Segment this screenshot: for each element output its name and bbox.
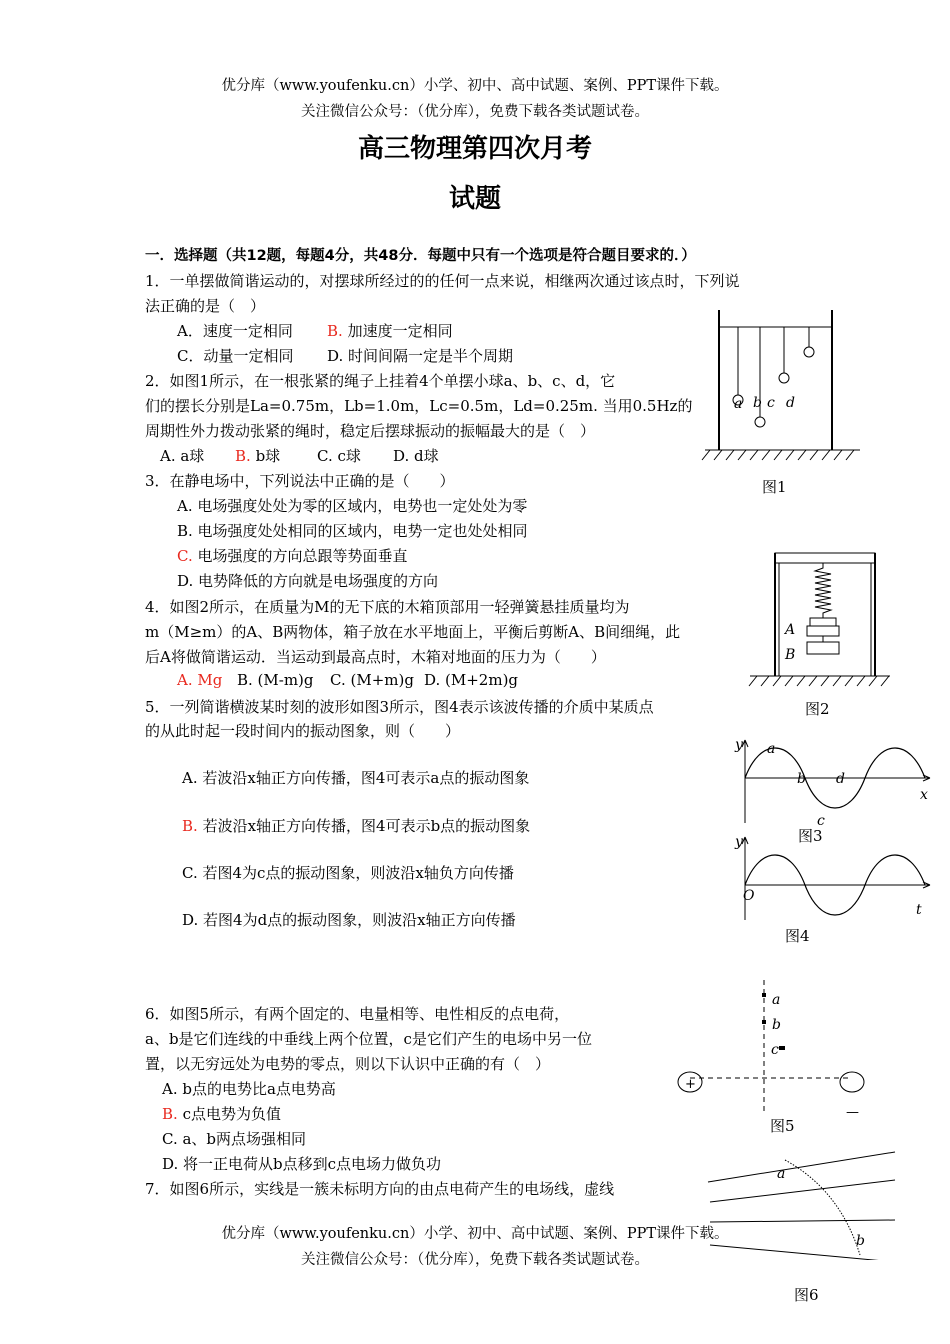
fig2-label-a: A bbox=[785, 622, 796, 638]
figure-1-caption: 图1 bbox=[762, 478, 787, 496]
q6-option-d: D. 将一正电荷从b点移到c点电场力做负功 bbox=[162, 1155, 442, 1173]
page-subtitle: 试题 bbox=[448, 184, 501, 214]
fig3-label-b: b bbox=[797, 771, 806, 787]
fig6-label-a: a bbox=[777, 1166, 786, 1182]
q1-option-b-text: 加速度一定相同 bbox=[342, 322, 453, 340]
fig1-ball-c bbox=[779, 373, 789, 383]
fig5-point-c bbox=[779, 1046, 785, 1050]
header-line-1: 优分库（www.youfenku.cn）小学、初中、高中试题、案例、PPT课件下载。 bbox=[221, 78, 729, 94]
fig1-ball-b bbox=[755, 417, 765, 427]
q7-stem-line1: 7．如图6所示，实线是一簇未标明方向的由点电荷产生的电场线，虚线 bbox=[145, 1180, 615, 1198]
fig6-field-line-1 bbox=[708, 1152, 895, 1182]
q3-option-b: B. 电场强度处处相同的区域内，电势一定也处处相同 bbox=[177, 522, 528, 540]
q2-stem-line3: 周期性外力拨动张紧的绳时，稳定后摆球振动的振幅最大的是（ ） bbox=[145, 422, 596, 440]
fig2-block-b bbox=[807, 642, 839, 654]
fig1-hatching bbox=[702, 450, 854, 460]
answer-marker: C. bbox=[177, 547, 193, 565]
q1-option-b bbox=[327, 320, 453, 341]
fig2-block-a-top bbox=[810, 618, 836, 626]
fig5-label-b: b bbox=[772, 1017, 781, 1033]
q1-option-d: D. 时间间隔一定是半个周期 bbox=[327, 347, 514, 365]
fig5-label-a: a bbox=[772, 992, 781, 1008]
q2-option-a: A. a球 bbox=[160, 447, 205, 465]
figure-6-caption: 图6 bbox=[794, 1286, 819, 1304]
footer-line-2: 关注微信公众号：（优分库），免费下载各类试题试卷。 bbox=[301, 1252, 649, 1268]
fig5-plus-sign: + bbox=[685, 1077, 696, 1092]
q1-stem-line1: 1．一单摆做简谐运动的，对摆球所经过的的任何一点来说，相继两次通过该点时，下列说 bbox=[145, 272, 740, 290]
q5-option-b-text: 若波沿x轴正方向传播，图4可表示b点的振动图象 bbox=[197, 817, 531, 835]
fig4-label-t: t bbox=[916, 902, 922, 918]
figure-4-vibration bbox=[730, 832, 940, 922]
fig3-label-x: x bbox=[920, 787, 928, 803]
q1-option-c: C．动量一定相同 bbox=[177, 347, 294, 365]
figure-2-caption: 图2 bbox=[805, 700, 830, 718]
fig6-field-line-2 bbox=[710, 1180, 895, 1202]
fig2-box-top bbox=[775, 553, 875, 563]
q6-option-b-text: c点电势为负值 bbox=[177, 1105, 281, 1123]
fig5-label-c: c bbox=[771, 1042, 779, 1058]
figure-3-wave bbox=[730, 735, 940, 825]
fig6-trajectory bbox=[785, 1160, 860, 1255]
fig2-block-a bbox=[807, 626, 839, 636]
q1-stem-line2: 法正确的是（ ） bbox=[145, 297, 266, 315]
figure-5-charges bbox=[672, 978, 872, 1118]
figure-3-caption: 图3 bbox=[798, 827, 823, 845]
fig2-label-b: B bbox=[785, 647, 796, 663]
q6-option-c: C. a、b两点场强相同 bbox=[162, 1130, 307, 1148]
fig1-label-b: b bbox=[753, 395, 762, 411]
q4-option-c: C. (M+m)g bbox=[330, 671, 414, 689]
q2-option-b-text: b球 bbox=[250, 447, 281, 465]
answer-marker: B. bbox=[327, 322, 343, 340]
figure-5-caption: 图5 bbox=[770, 1117, 795, 1135]
fig5-point-b bbox=[762, 1020, 766, 1024]
figure-2-spring-box bbox=[745, 548, 895, 693]
footer-line-1: 优分库（www.youfenku.cn）小学、初中、高中试题、案例、PPT课件下载。 bbox=[221, 1226, 729, 1242]
q4-stem-line3: 后A将做简谐运动．当运动到最高点时，木箱对地面的压力为（ ） bbox=[145, 648, 606, 666]
fig1-label-c: c bbox=[767, 395, 775, 411]
q3-stem: 3．在静电场中，下列说法中正确的是（ ） bbox=[145, 472, 455, 490]
q6-option-a: A. b点的电势比a点电势高 bbox=[162, 1080, 336, 1098]
q6-stem-line2: a、b是它们连线的中垂线上两个位置，c是它们产生的电场中另一位 bbox=[145, 1030, 592, 1048]
fig6-field-line-3 bbox=[710, 1220, 895, 1222]
fig5-point-a bbox=[762, 993, 766, 997]
q4-option-a bbox=[177, 671, 222, 689]
q3-option-d: D. 电势降低的方向就是电场强度的方向 bbox=[177, 572, 439, 590]
q6-option-b bbox=[162, 1103, 281, 1124]
fig2-spring bbox=[815, 563, 831, 618]
answer-marker: B. bbox=[235, 447, 251, 465]
fig1-label-d: d bbox=[786, 395, 795, 411]
header-line-2: 关注微信公众号：（优分库），免费下载各类试题试卷。 bbox=[301, 104, 649, 120]
q2-stem-line1: 2．如图1所示，在一根张紧的绳子上挂着4个单摆小球a、b、c、d，它 bbox=[145, 372, 616, 390]
fig4-label-y: y bbox=[735, 834, 743, 850]
q5-stem-line1: 5．一列简谐横波某时刻的波形如图3所示，图4表示该波传播的介质中某质点 bbox=[145, 698, 654, 716]
fig4-label-origin: O bbox=[743, 888, 755, 904]
figure-6-field-lines bbox=[700, 1150, 900, 1260]
q5-option-a: A. 若波沿x轴正方向传播，图4可表示a点的振动图象 bbox=[182, 769, 530, 787]
q5-option-c: C. 若图4为c点的振动图象，则波沿x轴负方向传播 bbox=[182, 864, 514, 882]
answer-marker: A. bbox=[177, 671, 193, 689]
fig5-minus-sign: — bbox=[846, 1105, 859, 1118]
q3-option-c bbox=[177, 545, 408, 566]
answer-marker: B. bbox=[182, 817, 198, 835]
q4-stem-line1: 4．如图2所示，在质量为M的无下底的木箱顶部用一轻弹簧悬挂质量均为 bbox=[145, 598, 630, 616]
q4-option-b: B. (M-m)g bbox=[237, 671, 314, 689]
q2-option-d: D. d球 bbox=[393, 447, 439, 465]
q3-option-a: A. 电场强度处处为零的区域内，电势也一定处处为零 bbox=[177, 497, 528, 515]
figure-1-pendulums bbox=[700, 300, 870, 470]
q5-option-d: D. 若图4为d点的振动图象，则波沿x轴正方向传播 bbox=[182, 911, 516, 929]
fig1-label-a: a bbox=[734, 396, 743, 412]
answer-marker: B. bbox=[162, 1105, 178, 1123]
fig3-label-d: d bbox=[836, 771, 845, 787]
figure-4-caption: 图4 bbox=[785, 927, 810, 945]
q3-option-c-text: 电场强度的方向总跟等势面垂直 bbox=[192, 547, 408, 565]
q4-stem-line2: m（M≥m）的A、B两物体，箱子放在水平地面上，平衡后剪断A、B间细绳，此 bbox=[145, 623, 681, 641]
q6-stem-line3: 置，以无穷远处为电势的零点，则以下认识中正确的有（ ） bbox=[145, 1055, 551, 1073]
fig5-negative-charge bbox=[840, 1072, 864, 1092]
q5-option-b bbox=[182, 815, 530, 836]
q6-stem-line1: 6．如图5所示，有两个固定的、电量相等、电性相反的点电荷， bbox=[145, 1005, 570, 1023]
q4-option-a-text: Mg bbox=[192, 671, 223, 689]
q2-option-b bbox=[235, 445, 280, 466]
q5-stem-line2: 的从此时起一段时间内的振动图象，则（ ） bbox=[145, 722, 461, 740]
fig3-label-c: c bbox=[817, 813, 825, 825]
fig2-hatching bbox=[749, 676, 889, 686]
q4-option-d: D. (M+2m)g bbox=[424, 671, 519, 689]
fig6-label-b: b bbox=[856, 1233, 865, 1249]
q2-stem-line2: 们的摆长分别是La=0.75m，Lb=1.0m，Lc=0.5m，Ld=0.25m. 当用0.5Hz的 bbox=[145, 397, 693, 415]
fig3-label-a: a bbox=[767, 741, 776, 757]
fig3-label-y: y bbox=[735, 737, 743, 753]
q2-option-c: C. c球 bbox=[317, 447, 361, 465]
q1-option-a: A．速度一定相同 bbox=[177, 322, 293, 340]
section-heading: 一．选择题（共12题，每题4分，共48分．每题中只有一个选项是符合题目要求的．） bbox=[145, 248, 696, 264]
fig6-field-line-4 bbox=[710, 1245, 895, 1260]
fig1-ball-d bbox=[804, 347, 814, 357]
page-title: 高三物理第四次月考 bbox=[357, 134, 592, 164]
